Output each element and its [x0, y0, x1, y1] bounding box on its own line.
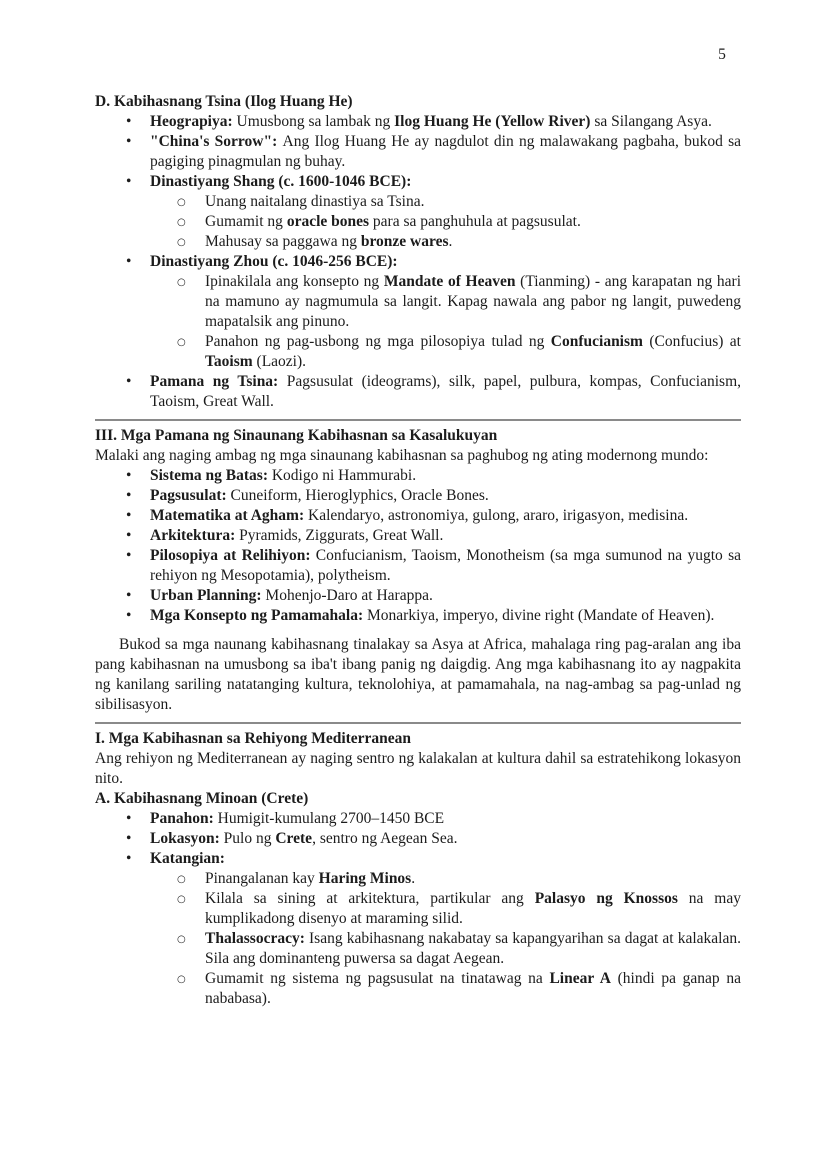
bullet-circle-icon: ○ [177, 337, 186, 348]
text-run-bold: Haring Minos [318, 870, 412, 887]
sub-bullet-mandate-of-heaven [95, 272, 741, 332]
bullet-katangian [95, 849, 741, 869]
sub-bullet-unang-dinastiya [95, 192, 741, 212]
para-ang-rehiyon [95, 749, 741, 789]
text-run: Monarkiya, imperyo, divine right (Mandate of Heaven). [367, 607, 715, 624]
bullet-circle-icon: ○ [177, 974, 186, 985]
text-run: Umusbong sa lambak ng [236, 113, 395, 130]
text-run-bold: Mandate of Heaven [383, 273, 516, 290]
text-run: Confucianism, Taoism, Monotheism (sa mga sumunod na yugto sa rehiyon ng Mesopotamia), polytheism. [150, 547, 741, 584]
text-run-bold: Palasyo ng Knossos [534, 890, 678, 907]
text-run: (Confucius) at [642, 333, 741, 350]
text-run: Gumamit ng sistema ng pagsusulat na tinatawag na [205, 970, 550, 987]
bullet-circle-icon: ○ [177, 217, 186, 228]
sub-bullet-linear-a [95, 969, 741, 1009]
text-run: . [411, 870, 416, 887]
text-run: para sa panghuhula at pagsusulat. [369, 213, 581, 230]
bullet-dot-icon: • [126, 467, 132, 484]
text-run-bold: Sistema ng Batas: [150, 467, 272, 484]
bullet-dot-icon: • [126, 133, 132, 150]
text-run-bold: Mga Konsepto ng Pamamahala: [150, 607, 367, 624]
text-run-bold: Panahon: [150, 810, 218, 827]
text-run: Kilala sa sining at arkitektura, partikular ang [205, 890, 535, 907]
bullet-dot-icon: • [126, 850, 132, 867]
text-run-bold: oracle bones [286, 213, 370, 230]
text-run: Unang naitalang dinastiya sa Tsina. [205, 193, 425, 210]
para-malaki-ang-ambag [95, 446, 741, 466]
bullet-dinastiyang-zhou [95, 252, 741, 272]
section-divider-2 [95, 722, 741, 724]
heading-rehiyong-mediterranean [95, 729, 741, 749]
bullet-circle-icon: ○ [177, 874, 186, 885]
heading-kabihasnang-tsina [95, 92, 741, 112]
text-run: Humigit-kumulang 2700–1450 BCE [217, 810, 445, 827]
text-run: Isang kabihasnang nakabatay sa kapangyarihan sa dagat at kalakalan. Sila ang dominanteng puwersa sa dagat Aegean. [205, 930, 741, 967]
text-run: Ang rehiyon ng Mediterranean ay naging sentro ng kalakalan at kultura dahil sa estratehikong lokasyon nito. [95, 750, 741, 787]
sub-bullet-palasyo-ng-knossos [95, 889, 741, 929]
text-run: (Laozi). [252, 353, 307, 370]
bullet-dot-icon: • [126, 507, 132, 524]
text-run: Mohenjo-Daro at Harappa. [265, 587, 433, 604]
text-run-bold: Katangian: [150, 850, 225, 867]
bullet-circle-icon: ○ [177, 197, 186, 208]
bullet-dot-icon: • [126, 547, 132, 564]
bullet-urban-planning [95, 586, 741, 606]
document-content [95, 92, 741, 1009]
text-run-bold: Pilosopiya at Relihiyon: [150, 547, 316, 564]
text-run: Mahusay sa paggawa ng [205, 233, 361, 250]
bullet-sistema-ng-batas [95, 466, 741, 486]
bullet-dot-icon: • [126, 113, 132, 130]
text-run: Ipinakilala ang konsepto ng [205, 273, 384, 290]
bullet-arkitektura [95, 526, 741, 546]
bullet-dot-icon: • [126, 487, 132, 504]
text-run-bold: D. Kabihasnang Tsina (Ilog Huang He) [95, 93, 353, 110]
bullet-dot-icon: • [126, 607, 132, 624]
text-run-bold: Ilog Huang He (Yellow River) [394, 113, 591, 130]
heading-mga-pamana [95, 426, 741, 446]
bullet-mga-konsepto-ng-pamamahala [95, 606, 741, 626]
sub-bullet-thalassocracy [95, 929, 741, 969]
bullet-heograpiya [95, 112, 741, 132]
text-run: Panahon ng pag-usbong ng mga pilosopiya tulad ng [205, 333, 551, 350]
bullet-pamana-ng-tsina [95, 372, 741, 412]
bullet-dot-icon: • [126, 587, 132, 604]
bullet-panahon [95, 809, 741, 829]
text-run-bold: Confucianism [550, 333, 643, 350]
text-run-bold: Crete [275, 830, 313, 847]
heading-kabihasnang-minoan [95, 789, 741, 809]
text-run: (hindi pa ganap na nababasa). [205, 970, 741, 1007]
text-run-bold: Arkitektura: [150, 527, 240, 544]
bullet-dot-icon: • [126, 527, 132, 544]
text-run-bold: I. Mga Kabihasnan sa Rehiyong Mediterranean [95, 730, 412, 747]
text-run: Malaki ang naging ambag ng mga sinaunang kabihasnan sa paghubog ng ating modernong mundo: [95, 447, 709, 464]
bullet-dot-icon: • [126, 173, 132, 190]
text-run: sa Silangang Asya. [590, 113, 712, 130]
bullet-pilosopiya-at-relihiyon [95, 546, 741, 586]
bullet-circle-icon: ○ [177, 237, 186, 248]
text-run: Kodigo ni Hammurabi. [271, 467, 417, 484]
text-run-bold: "China's Sorrow": [150, 133, 283, 150]
sub-bullet-pilosopiya-zhou [95, 332, 741, 372]
text-run-bold: Pagsusulat: [150, 487, 231, 504]
text-run: Pulo ng [223, 830, 276, 847]
sub-bullet-bronze-wares [95, 232, 741, 252]
sub-bullet-haring-minos [95, 869, 741, 889]
text-run-bold: Linear A [549, 970, 611, 987]
bullet-dot-icon: • [126, 253, 132, 270]
bullet-dinastiyang-shang [95, 172, 741, 192]
text-run-bold: Urban Planning: [150, 587, 266, 604]
text-run-bold: Taoism [205, 353, 253, 370]
text-run: Pagsusulat (ideograms), silk, papel, pulbura, kompas, Confucianism, Taoism, Great Wall. [150, 373, 741, 410]
text-run-bold: bronze wares [360, 233, 449, 250]
bullet-circle-icon: ○ [177, 277, 186, 288]
text-run: Pyramids, Ziggurats, Great Wall. [239, 527, 444, 544]
text-run-bold: Lokasyon: [150, 830, 224, 847]
text-run: (Tianming) - ang karapatan ng hari na mamuno ay nagmumula sa langit. Kapag nawala ang pabor ng langit, puwedeng mapatalsik ang pinuno. [205, 273, 741, 330]
text-run-bold: Heograpiya: [150, 113, 237, 130]
para-bukod [95, 635, 741, 715]
text-run-bold: III. Mga Pamana ng Sinaunang Kabihasnan sa Kasalukuyan [95, 427, 498, 444]
text-run: Gumamit ng [205, 213, 287, 230]
text-run-bold: A. Kabihasnang Minoan (Crete) [95, 790, 309, 807]
text-run-bold: Matematika at Agham: [150, 507, 308, 524]
bullet-pagsusulat [95, 486, 741, 506]
text-run: Bukod sa mga naunang kabihasnang tinalakay sa Asya at Africa, mahalaga ring pag-aralan ang iba pang kabihasnan na umusbong sa iba't ibang panig ng daigdig. Ang mga kabihasnang ito ay nagpakita ng kanilang sariling natatanging kultura, teknolohiya, at pamamahala, na nag-ambag sa pag-unlad ng sibilisasyon. [95, 636, 741, 713]
text-run: Cuneiform, Hieroglyphics, Oracle Bones. [230, 487, 489, 504]
bullet-dot-icon: • [126, 810, 132, 827]
bullet-chinas-sorrow [95, 132, 741, 172]
bullet-circle-icon: ○ [177, 894, 186, 905]
text-run: Ang Ilog Huang He ay nagdulot din ng malawakang pagbaha, bukod sa pagiging pinagmulan ng buhay. [150, 133, 741, 170]
bullet-circle-icon: ○ [177, 934, 186, 945]
text-run-bold: Thalassocracy: [205, 930, 310, 947]
bullet-dot-icon: • [126, 830, 132, 847]
bullet-matematika-at-agham [95, 506, 741, 526]
text-run: , sentro ng Aegean Sea. [312, 830, 458, 847]
text-run-bold: Dinastiyang Zhou (c. 1046-256 BCE): [150, 253, 398, 270]
text-run-bold: Dinastiyang Shang (c. 1600-1046 BCE): [150, 173, 412, 190]
section-divider-1 [95, 419, 741, 421]
text-run: Kalendaryo, astronomiya, gulong, araro, irigasyon, medisina. [308, 507, 689, 524]
text-run: Pinangalanan kay [205, 870, 319, 887]
sub-bullet-oracle-bones [95, 212, 741, 232]
page-number: 5 [718, 46, 726, 63]
bullet-lokasyon [95, 829, 741, 849]
bullet-dot-icon: • [126, 373, 132, 390]
text-run: . [448, 233, 453, 250]
text-run-bold: Pamana ng Tsina: [150, 373, 287, 390]
text-run: na may kumplikadong disenyo at maraming silid. [205, 890, 741, 927]
